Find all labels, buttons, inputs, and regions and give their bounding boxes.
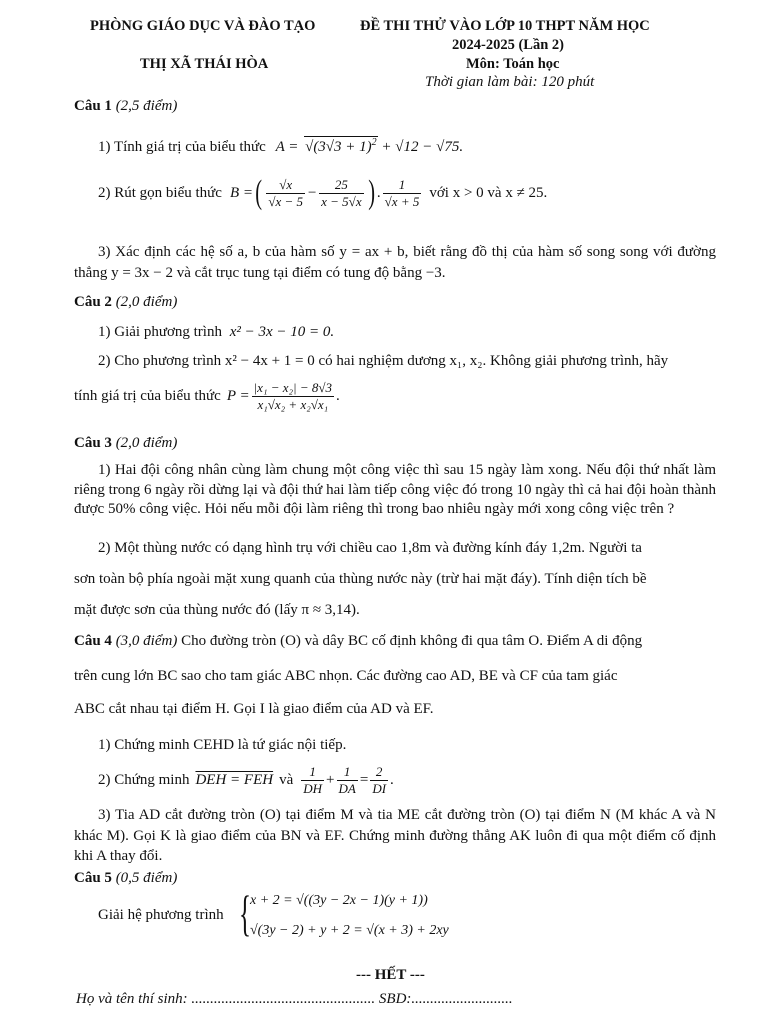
q1-fraction-3 (383, 177, 422, 210)
fraction-denominator: DI (372, 781, 387, 796)
q1-part3-text: 3) Xác định các hệ số a, b của hàm số y = ax + b, biết rằng đồ thị của hàm số song song với đường thẳng y = 3x − 2 và cắt trục tung tại điểm có tung độ bằng −3. (74, 244, 716, 281)
question-1-title (74, 98, 177, 115)
exam-subject: Môn: Toán học (466, 56, 560, 72)
q1-part1-rest: + √12 − √75. (381, 139, 464, 155)
left-paren: ( (255, 174, 263, 211)
q4-part1: 1) Chứng minh CEHD là tứ giác nội tiếp. (98, 737, 347, 753)
candidate-name-label: Họ và tên thí sinh: (76, 991, 188, 1007)
q5-equation-1: x + 2 = √((3y − 2x − 1)(y + 1)) (250, 893, 428, 908)
fraction-numerator: 1 (383, 177, 422, 194)
q3-part2-line1: 2) Một thùng nước có dạng hình trụ với chiều cao 1,8m và đường kính đáy 1,2m. Người ta (98, 540, 642, 556)
department-name: PHÒNG GIÁO DỤC VÀ ĐÀO TẠO (90, 18, 316, 34)
q1-part1-lhs: A = (275, 139, 299, 155)
fraction-numerator: 2 (370, 764, 388, 781)
q4-part2-text: 2) Chứng minh (98, 772, 190, 788)
q1-fraction-1 (266, 177, 305, 210)
q1-fraction-2 (319, 177, 363, 210)
q1-part2-condition: với x > 0 và x ≠ 25. (429, 184, 548, 201)
fraction-numerator: 1 (301, 764, 324, 781)
question-4-intro-line1 (74, 633, 642, 650)
q3-part1-text: 1) Hai đội công nhân cùng làm chung một công việc thì sau 15 ngày làm xong. Nếu đội thứ nhất làm riêng trong 6 ngày rồi dừng lại và đội thứ hai làm tiếp công việc đó trong 10 ngày thì cả hai đội hoàn thành được 50% công việc. Hỏi nếu mỗi đội làm riêng thì trong bao nhiêu ngày mới xong công việc trên ? (74, 462, 716, 517)
question-2-title (74, 294, 177, 311)
q4-part3 (74, 805, 716, 867)
plus-sign: + (326, 772, 335, 788)
question-3-label: Câu 3 (74, 435, 112, 451)
exam-year: 2024-2025 (Lần 2) (452, 37, 564, 53)
q3-part2-line3: mặt được sơn của thùng nước đó (lấy π ≈ 3,14). (74, 602, 360, 618)
question-4-intro-line2: trên cung lớn BC sao cho tam giác ABC nhọn. Các đường cao AD, BE và CF của tam giác (74, 668, 618, 684)
q2-part2-text: tính giá trị của biểu thức (74, 388, 221, 404)
q1-part2-lhs: B = (229, 184, 253, 201)
question-3-points: (2,0 điểm) (115, 435, 178, 451)
fraction-numerator: √x (266, 177, 305, 194)
q2-part2-line2 (74, 380, 340, 413)
q3-part1 (74, 461, 716, 520)
q2-part1 (98, 324, 334, 341)
right-paren: ) (367, 174, 375, 211)
q2-fraction (252, 380, 334, 413)
exam-title: ĐỀ THI THỬ VÀO LỚP 10 THPT NĂM HỌC (360, 18, 650, 34)
q1-part1-radicand: (3√3 + 1) (313, 139, 372, 155)
q1-part2 (98, 176, 547, 210)
conjunction: và (279, 772, 294, 788)
period: . (390, 772, 394, 788)
district-name: THỊ XÃ THÁI HÒA (140, 56, 269, 72)
candidate-name-blank: ................................................. (191, 991, 376, 1007)
q4-fraction-2 (337, 764, 358, 797)
q4-fraction-1 (301, 764, 324, 797)
fraction-denominator: x − 5√x (321, 193, 362, 209)
fraction-numerator: 1 (337, 764, 358, 781)
candidate-id-blank: ........................... (411, 991, 513, 1007)
q1-part1 (98, 136, 463, 156)
question-2-points: (2,0 điểm) (115, 294, 178, 310)
q4-part3-text: 3) Tia AD cắt đường tròn (O) tại điểm M và tia ME cắt đường tròn (O) tại điểm N (M khác A và N khác M). Gọi K là giao điểm của BN và EF. Chứng minh đường thẳng AK luôn đi qua một điểm cố định khi A thay đổi. (74, 807, 716, 864)
question-1-label: Câu 1 (74, 98, 112, 114)
question-4-intro-text: Cho đường tròn (O) và dây BC cố định không đi qua tâm O. Điểm A di động (181, 633, 643, 649)
equals-sign: = (359, 772, 369, 788)
q2-part2-lhs: P = (226, 388, 250, 404)
q5-text: Giải hệ phương trình (98, 907, 224, 923)
q1-part1-text: 1) Tính giá trị của biểu thức (98, 139, 266, 155)
fraction-numerator: |x₁ − x₂| − 8√3 (253, 380, 333, 395)
fraction-numerator: 25 (319, 177, 363, 194)
q1-part3 (74, 242, 716, 283)
q4-part2 (98, 764, 394, 797)
question-3-title (74, 435, 177, 452)
question-4-label: Câu 4 (74, 633, 112, 649)
q4-fraction-3 (370, 764, 388, 797)
question-4-intro-line3: ABC cắt nhau tại điểm H. Gọi I là giao điểm của AD và EF. (74, 701, 434, 717)
system-brace: { (239, 885, 251, 941)
q2-part1-text: 1) Giải phương trình (98, 324, 222, 340)
q1-part1-radical: $√(3√3 + 1)^2$ (305, 137, 377, 155)
question-2-label: Câu 2 (74, 294, 112, 310)
question-5-label: Câu 5 (74, 870, 112, 886)
end-marker: --- HẾT --- (356, 967, 425, 983)
period: . (336, 388, 340, 404)
minus-sign: − (307, 184, 318, 201)
candidate-info (76, 991, 513, 1008)
q2-part1-equation: x² − 3x − 10 = 0. (229, 324, 335, 340)
fraction-denominator: DH (303, 781, 323, 796)
q5-equation-2: √(3y − 2) + y + 2 = √(x + 3) + 2xy (250, 923, 449, 938)
question-5-title (74, 870, 177, 887)
fraction-denominator: √x + 5 (384, 193, 420, 209)
question-4-points: (3,0 điểm) (115, 633, 178, 649)
candidate-id-label: SBD: (378, 991, 412, 1007)
fraction-denominator: x₁√x₂ + x₂√x₁ (257, 397, 329, 412)
q1-part2-text: 2) Rút gọn biểu thức (98, 184, 222, 201)
question-1-points: (2,5 điểm) (115, 98, 178, 114)
question-5-points: (0,5 điểm) (115, 870, 178, 886)
fraction-denominator: √x − 5 (268, 193, 304, 209)
exam-duration: Thời gian làm bài: 120 phút (425, 74, 595, 90)
q3-part2-line2: sơn toàn bộ phía ngoài mặt xung quanh của thùng nước này (trừ hai mặt đáy). Tính diện tích bề (74, 571, 647, 587)
q4-angle-equality: DEH = FEH (195, 772, 274, 788)
q2-part2-line1: 2) Cho phương trình x² − 4x + 1 = 0 có hai nghiệm dương x₁, x₂. Không giải phương trình, hãy (98, 353, 669, 369)
fraction-denominator: DA (338, 781, 356, 796)
dot-operator: . (376, 184, 381, 201)
